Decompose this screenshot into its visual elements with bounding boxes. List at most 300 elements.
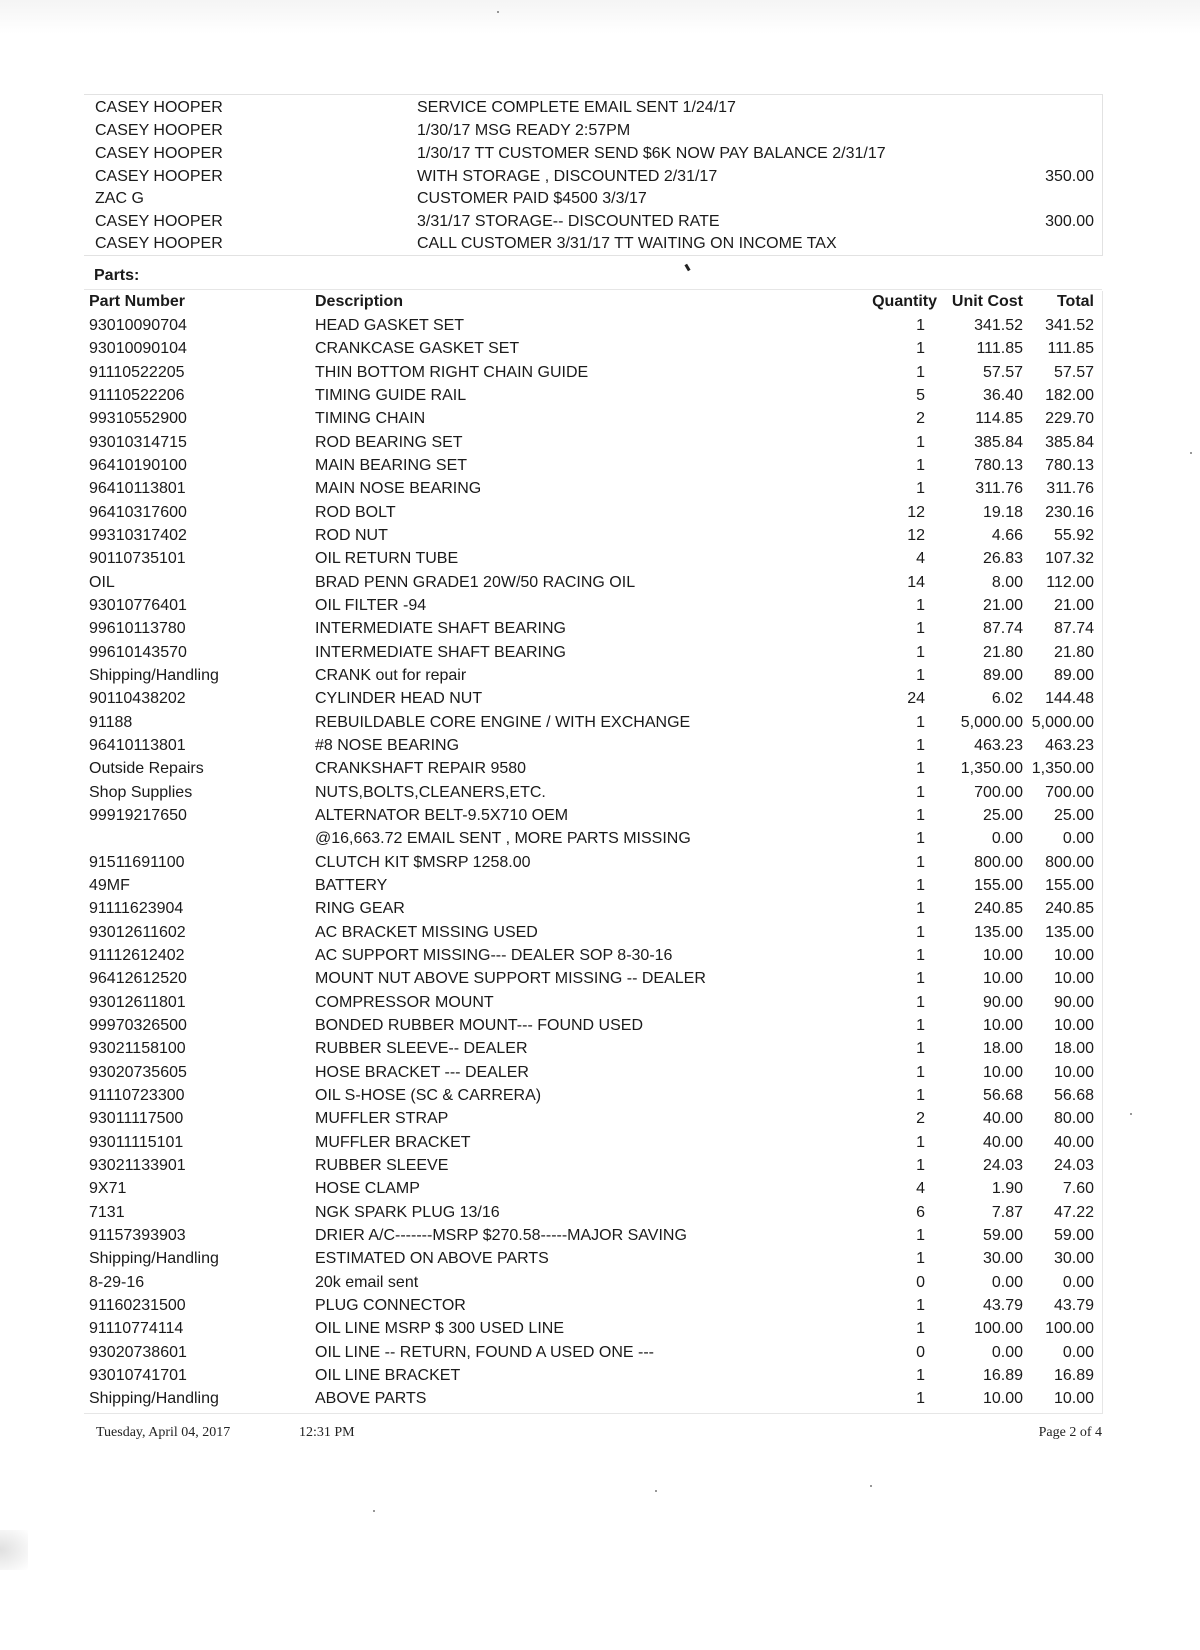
description: CRANKSHAFT REPAIR 9580 (315, 760, 527, 778)
quantity: 2 (916, 410, 925, 428)
unit-cost: 56.68 (982, 1086, 1023, 1104)
part-number: 96410113801 (89, 736, 186, 754)
table-row (84, 1341, 1102, 1364)
part-number: 93020735605 (89, 1063, 187, 1081)
table-row (84, 1014, 1102, 1037)
part-number: 93020738601 (89, 1343, 187, 1361)
quantity: 1 (916, 1063, 925, 1081)
part-number: 93021158100 (89, 1040, 186, 1058)
scan-speck (1190, 452, 1192, 454)
unit-cost: 7.87 (991, 1203, 1023, 1221)
service-notes (84, 94, 1103, 256)
description: TIMING CHAIN (315, 410, 426, 428)
line-total: 30.00 (1053, 1250, 1094, 1268)
unit-cost: 10.00 (982, 1016, 1023, 1034)
table-row (84, 314, 1102, 337)
quantity: 1 (916, 597, 925, 614)
description: MAIN BEARING SET (315, 457, 468, 474)
unit-cost: 5,000.00 (960, 713, 1023, 731)
line-total: 112.00 (1046, 573, 1094, 591)
description: OIL RETURN TUBE (315, 550, 459, 568)
description: THIN BOTTOM RIGHT CHAIN GUIDE (315, 363, 589, 381)
scan-speck (373, 1510, 375, 1512)
part-number: 99919217650 (89, 806, 187, 824)
description: HEAD GASKET SET (315, 317, 465, 334)
line-total: 5,000.00 (1031, 713, 1094, 731)
unit-cost: 100.00 (974, 1320, 1023, 1338)
table-row (84, 851, 1102, 874)
quantity: 1 (916, 1366, 925, 1384)
table-row (84, 337, 1102, 360)
line-total: 10.00 (1053, 1063, 1094, 1081)
description: OIL FILTER -94 (315, 597, 427, 614)
unit-cost: 26.83 (982, 550, 1023, 568)
part-number: 99970326500 (89, 1016, 187, 1034)
description: RUBBER SLEEVE-- DEALER (315, 1040, 528, 1058)
part-number: 93010090704 (89, 317, 187, 334)
line-total: 21.00 (1053, 597, 1094, 614)
table-row (84, 687, 1102, 710)
line-total: 90.00 (1053, 993, 1094, 1011)
description: COMPRESSOR MOUNT (315, 993, 494, 1011)
quantity: 1 (916, 666, 925, 684)
note-author: CASEY HOOPER (95, 145, 223, 162)
line-total: 57.57 (1053, 363, 1094, 381)
header-description: Description (315, 293, 404, 310)
table-row (84, 827, 1102, 850)
part-number: 93021133901 (89, 1156, 186, 1174)
table-row (84, 1364, 1102, 1387)
quantity: 1 (916, 1040, 925, 1058)
line-total: 144.48 (1045, 690, 1094, 708)
line-total: 700.00 (1045, 783, 1094, 801)
line-total: 0.00 (1062, 1343, 1094, 1361)
unit-cost: 1.90 (991, 1180, 1023, 1198)
part-number: Shipping/Handling (89, 1390, 219, 1408)
part-number: 93011117500 (89, 1110, 184, 1128)
unit-cost: 59.00 (982, 1226, 1023, 1244)
table-row (84, 524, 1102, 547)
part-number: 93011115101 (89, 1133, 184, 1151)
unit-cost: 36.40 (982, 387, 1023, 404)
parts-table (84, 291, 1103, 1414)
description: OIL LINE -- RETURN, FOUND A USED ONE --- (315, 1343, 654, 1361)
unit-cost: 341.52 (974, 317, 1023, 334)
quantity: 1 (916, 783, 925, 801)
table-row (84, 1271, 1102, 1294)
line-total: 780.13 (1045, 457, 1094, 474)
part-number: 96410317600 (89, 503, 187, 521)
line-total: 182.00 (1045, 387, 1094, 404)
table-row (84, 501, 1102, 524)
table-row (84, 1154, 1102, 1177)
description: TIMING GUIDE RAIL (315, 387, 467, 404)
description: PLUG CONNECTOR (315, 1296, 466, 1314)
unit-cost: 700.00 (974, 783, 1023, 801)
line-total: 43.79 (1053, 1296, 1094, 1314)
unit-cost: 0.00 (991, 1343, 1023, 1361)
note-author: CASEY HOOPER (95, 168, 223, 185)
description: ALTERNATOR BELT-9.5X710 OEM (315, 806, 569, 824)
quantity: 1 (916, 620, 925, 638)
unit-cost: 21.00 (982, 597, 1023, 614)
unit-cost: 10.00 (982, 1063, 1023, 1081)
quantity: 1 (916, 340, 925, 358)
quantity: 4 (916, 1180, 925, 1198)
table-row (84, 617, 1102, 640)
footer-time: 12:31 PM (299, 1425, 355, 1440)
part-number: 93012611801 (89, 993, 186, 1011)
line-total: 24.03 (1053, 1156, 1094, 1174)
header-part-number: Part Number (89, 293, 186, 310)
description: 20k email sent (315, 1273, 419, 1291)
line-total: 59.00 (1053, 1226, 1094, 1244)
unit-cost: 19.18 (982, 503, 1023, 521)
quantity: 4 (916, 550, 925, 568)
line-total: 25.00 (1053, 806, 1094, 824)
quantity: 2 (916, 1110, 925, 1128)
quantity: 1 (916, 1296, 925, 1314)
unit-cost: 111.85 (976, 340, 1023, 358)
quantity: 1 (916, 946, 925, 964)
unit-cost: 10.00 (982, 1390, 1023, 1408)
quantity: 0 (916, 1273, 925, 1291)
note-row (84, 120, 1102, 142)
quantity: 0 (916, 1343, 925, 1361)
quantity: 1 (916, 1226, 925, 1244)
quantity: 24 (907, 690, 925, 708)
part-number: 96412612520 (89, 970, 187, 988)
line-total: 1,350.00 (1031, 760, 1094, 778)
description: ABOVE PARTS (315, 1390, 427, 1408)
parts-heading: Parts: (94, 267, 140, 284)
quantity: 1 (916, 433, 925, 451)
description: OIL LINE MSRP $ 300 USED LINE (315, 1320, 564, 1338)
note-author: CASEY HOOPER (95, 99, 223, 116)
line-total: 18.00 (1053, 1040, 1094, 1058)
line-total: 385.84 (1045, 433, 1094, 451)
description: HOSE BRACKET --- DEALER (315, 1063, 529, 1081)
scan-shadow-left (0, 1530, 28, 1570)
description: MOUNT NUT ABOVE SUPPORT MISSING -- DEALER (315, 970, 706, 988)
unit-cost: 43.79 (982, 1296, 1023, 1314)
note-row (84, 166, 1102, 188)
part-number: OIL (89, 573, 115, 591)
part-number: 99610113780 (89, 620, 186, 638)
table-row (84, 547, 1102, 570)
description: CRANKCASE GASKET SET (315, 340, 520, 358)
line-total: 10.00 (1053, 946, 1094, 964)
unit-cost: 89.00 (982, 666, 1023, 684)
part-number: 93012611602 (89, 923, 186, 941)
table-row (84, 897, 1102, 920)
table-row (84, 711, 1102, 734)
part-number: Shop Supplies (89, 783, 193, 801)
unit-cost: 311.76 (975, 480, 1023, 498)
description: CRANK out for repair (315, 666, 467, 684)
quantity: 5 (916, 387, 925, 404)
scan-speck (497, 11, 499, 13)
unit-cost: 16.89 (982, 1366, 1023, 1384)
description: DRIER A/C-------MSRP $270.58-----MAJOR SAVING (315, 1226, 687, 1244)
line-total: 7.60 (1062, 1180, 1094, 1198)
table-row (84, 407, 1102, 430)
part-number: 90110735101 (89, 550, 186, 568)
part-number: 96410190100 (89, 457, 187, 474)
part-number: 99310317402 (89, 527, 187, 544)
unit-cost: 800.00 (974, 853, 1023, 871)
description: BRAD PENN GRADE1 20W/50 RACING OIL (315, 573, 636, 591)
line-total: 10.00 (1053, 970, 1094, 988)
table-row (84, 1387, 1102, 1410)
description: #8 NOSE BEARING (315, 736, 460, 754)
description: HOSE CLAMP (315, 1180, 420, 1198)
table-row (84, 991, 1102, 1014)
table-row (84, 664, 1102, 687)
description: INTERMEDIATE SHAFT BEARING (315, 643, 566, 661)
description: MUFFLER STRAP (315, 1110, 449, 1128)
line-total: 10.00 (1053, 1390, 1094, 1408)
quantity: 1 (916, 1133, 925, 1151)
note-text: WITH STORAGE , DISCOUNTED 2/31/17 (417, 168, 718, 185)
part-number: 93010776401 (89, 597, 187, 614)
table-row (84, 874, 1102, 897)
description: ESTIMATED ON ABOVE PARTS (315, 1250, 549, 1268)
note-text: 3/31/17 STORAGE-- DISCOUNTED RATE (417, 213, 720, 230)
quantity: 1 (916, 923, 925, 941)
note-author: CASEY HOOPER (95, 213, 223, 230)
note-row (84, 143, 1102, 165)
note-row (84, 97, 1102, 119)
description: AC BRACKET MISSING USED (315, 923, 538, 941)
quantity: 1 (916, 363, 925, 381)
line-total: 0.00 (1062, 830, 1094, 848)
quantity: 1 (916, 1250, 925, 1268)
unit-cost: 40.00 (982, 1133, 1023, 1151)
note-text: CUSTOMER PAID $4500 3/3/17 (417, 190, 647, 207)
note-amount: 350.00 (1045, 168, 1094, 185)
line-total: 155.00 (1045, 876, 1094, 894)
description: CLUTCH KIT $MSRP 1258.00 (315, 853, 531, 871)
quantity: 1 (916, 480, 925, 498)
part-number: 99610143570 (89, 643, 187, 661)
table-row (84, 1294, 1102, 1317)
description: CYLINDER HEAD NUT (315, 690, 483, 708)
unit-cost: 0.00 (991, 830, 1023, 848)
line-total: 463.23 (1045, 736, 1094, 754)
note-text: CALL CUSTOMER 3/31/17 TT WAITING ON INCOME TAX (417, 235, 837, 252)
part-number: 91110723300 (89, 1086, 185, 1104)
part-number: 91112612402 (89, 946, 185, 964)
quantity: 1 (916, 876, 925, 894)
line-total: 0.00 (1062, 1273, 1094, 1291)
line-total: 16.89 (1053, 1366, 1094, 1384)
description: OIL S-HOSE (SC & CARRERA) (315, 1086, 542, 1104)
part-number: 96410113801 (89, 480, 186, 498)
description: ROD NUT (315, 527, 388, 544)
table-row (84, 1131, 1102, 1154)
quantity: 1 (916, 1016, 925, 1034)
line-total: 230.16 (1045, 503, 1094, 521)
description: INTERMEDIATE SHAFT BEARING (315, 620, 566, 638)
part-number: 7131 (89, 1203, 125, 1221)
quantity: 1 (916, 900, 925, 918)
scan-speck (655, 1490, 657, 1492)
note-row (84, 233, 1102, 255)
unit-cost: 155.00 (974, 876, 1023, 894)
quantity: 1 (916, 713, 925, 731)
description: NUTS,BOLTS,CLEANERS,ETC. (315, 783, 546, 801)
scan-mark (684, 264, 690, 272)
header-unit-cost: Unit Cost (951, 293, 1023, 310)
unit-cost: 463.23 (974, 736, 1023, 754)
scan-shadow-top (0, 0, 1200, 34)
unit-cost: 240.85 (974, 900, 1023, 918)
table-row (84, 1224, 1102, 1247)
line-total: 10.00 (1053, 1016, 1094, 1034)
description: @16,663.72 EMAIL SENT , MORE PARTS MISSING (315, 830, 691, 848)
line-total: 40.00 (1053, 1133, 1094, 1151)
note-amount: 300.00 (1045, 213, 1094, 230)
table-row (84, 384, 1102, 407)
table-row (84, 1084, 1102, 1107)
scan-speck (1130, 1113, 1132, 1115)
table-row (84, 361, 1102, 384)
line-total: 56.68 (1053, 1086, 1094, 1104)
unit-cost: 135.00 (974, 923, 1023, 941)
line-total: 100.00 (1045, 1320, 1094, 1338)
unit-cost: 10.00 (982, 946, 1023, 964)
table-row (84, 1061, 1102, 1084)
description: ROD BEARING SET (315, 433, 463, 451)
table-row (84, 944, 1102, 967)
unit-cost: 30.00 (982, 1250, 1023, 1268)
quantity: 14 (907, 573, 925, 591)
quantity: 1 (916, 830, 925, 848)
note-author: CASEY HOOPER (95, 122, 223, 139)
unit-cost: 18.00 (982, 1040, 1023, 1058)
description: NGK SPARK PLUG 13/16 (315, 1203, 500, 1221)
description: MAIN NOSE BEARING (315, 480, 482, 498)
quantity: 1 (916, 1390, 925, 1408)
unit-cost: 87.74 (982, 620, 1023, 638)
quantity: 12 (907, 503, 925, 521)
quantity: 1 (916, 853, 925, 871)
description: MUFFLER BRACKET (315, 1133, 471, 1151)
quantity: 1 (916, 643, 925, 661)
note-text: SERVICE COMPLETE EMAIL SENT 1/24/17 (417, 99, 736, 116)
description: RUBBER SLEEVE (315, 1156, 449, 1174)
unit-cost: 40.00 (982, 1110, 1023, 1128)
header-quantity: Quantity (872, 293, 937, 310)
unit-cost: 21.80 (982, 643, 1023, 661)
part-number: 91110774114 (89, 1320, 184, 1338)
description: BONDED RUBBER MOUNT--- FOUND USED (315, 1016, 644, 1034)
line-total: 135.00 (1045, 923, 1094, 941)
table-row (84, 641, 1102, 664)
table-row (84, 431, 1102, 454)
line-total: 47.22 (1053, 1203, 1094, 1221)
note-row (84, 188, 1102, 210)
unit-cost: 0.00 (991, 1273, 1023, 1291)
note-author: CASEY HOOPER (95, 235, 223, 252)
line-total: 229.70 (1045, 410, 1094, 428)
unit-cost: 57.57 (982, 363, 1023, 381)
part-number: 91188 (89, 713, 133, 731)
table-row (84, 1317, 1102, 1340)
line-total: 87.74 (1053, 620, 1094, 638)
part-number: Shipping/Handling (89, 666, 219, 684)
quantity: 1 (916, 760, 925, 778)
description: RING GEAR (315, 900, 405, 918)
table-row (84, 804, 1102, 827)
note-author: ZAC G (95, 190, 144, 207)
line-total: 21.80 (1053, 643, 1094, 661)
part-number: Outside Repairs (89, 760, 204, 778)
table-row (84, 1107, 1102, 1130)
note-text: 1/30/17 TT CUSTOMER SEND $6K NOW PAY BALANCE 2/31/17 (417, 145, 886, 162)
header-total: Total (1056, 293, 1094, 310)
unit-cost: 4.66 (991, 527, 1023, 544)
unit-cost: 24.03 (982, 1156, 1023, 1174)
part-number: 8-29-16 (89, 1273, 145, 1291)
line-total: 800.00 (1045, 853, 1094, 871)
quantity: 1 (916, 1156, 925, 1174)
line-total: 341.52 (1045, 317, 1094, 334)
table-row (84, 1247, 1102, 1270)
unit-cost: 90.00 (982, 993, 1023, 1011)
quantity: 12 (907, 527, 925, 544)
parts-table-header (84, 291, 1102, 313)
line-total: 80.00 (1053, 1110, 1094, 1128)
quantity: 1 (916, 317, 925, 334)
part-number: 9X71 (89, 1180, 127, 1198)
footer-date: Tuesday, April 04, 2017 (96, 1425, 231, 1440)
footer-page-number: Page 2 of 4 (1038, 1425, 1102, 1440)
table-row (84, 1177, 1102, 1200)
table-row (84, 734, 1102, 757)
part-number: 91110522206 (89, 387, 185, 404)
divider (84, 289, 1102, 290)
quantity: 1 (916, 970, 925, 988)
unit-cost: 1,350.00 (960, 760, 1023, 778)
description: OIL LINE BRACKET (315, 1366, 461, 1384)
description: ROD BOLT (315, 503, 396, 521)
part-number: Shipping/Handling (89, 1250, 219, 1268)
part-number: 90110438202 (89, 690, 186, 708)
table-row (84, 781, 1102, 804)
part-number: 91111623904 (89, 900, 184, 918)
scan-speck (870, 1485, 872, 1487)
unit-cost: 8.00 (991, 573, 1023, 591)
unit-cost: 25.00 (982, 806, 1023, 824)
unit-cost: 6.02 (991, 690, 1023, 708)
part-number: 93010314715 (89, 433, 187, 451)
table-row (84, 967, 1102, 990)
part-number: 93010741701 (89, 1366, 187, 1384)
line-total: 111.85 (1047, 340, 1094, 358)
description: REBUILDABLE CORE ENGINE / WITH EXCHANGE (315, 713, 691, 731)
quantity: 1 (916, 993, 925, 1011)
unit-cost: 780.13 (974, 457, 1023, 474)
table-row (84, 454, 1102, 477)
line-total: 311.76 (1046, 480, 1094, 498)
line-total: 107.32 (1045, 550, 1094, 568)
quantity: 1 (916, 457, 925, 474)
unit-cost: 10.00 (982, 970, 1023, 988)
quantity: 1 (916, 1086, 925, 1104)
part-number: 99310552900 (89, 410, 187, 428)
